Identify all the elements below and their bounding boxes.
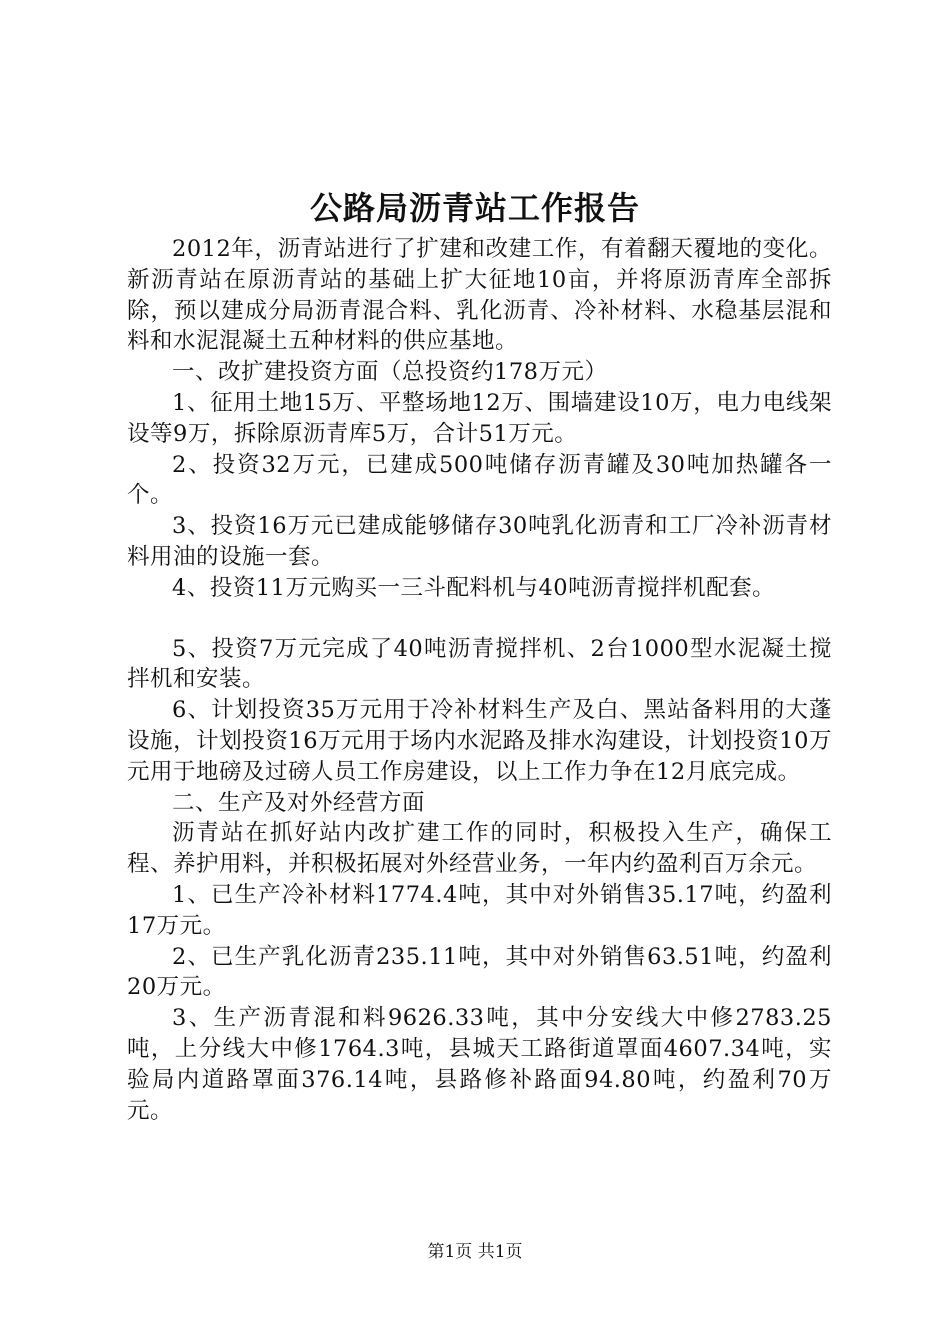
- document-body: [127, 234, 832, 1126]
- paragraph-intro: 2012年，沥青站进行了扩建和改建工作，有着翻天覆地的变化。新沥青站在原沥青站的基础上扩大征地10亩，并将原沥青库全部拆除，预以建成分局沥青混合料、乳化沥青、冷补材料、水稳基层混和料和水泥混凝土五种材料的供应基地。: [127, 236, 832, 355]
- paragraph-item-5: 5、投资7万元完成了40吨沥青搅拌机、2台1000型水泥凝土搅拌机和安装。: [127, 635, 832, 693]
- paragraph-item-2: 2、投资32万元，已建成500吨储存沥青罐及30吨加热罐各一个。: [127, 451, 832, 509]
- document-title: 公路局沥青站工作报告: [309, 189, 640, 227]
- paragraph-item-3: 3、投资16万元已建成能够储存30吨乳化沥青和工厂冷补沥青材料用油的设施一套。: [127, 513, 832, 570]
- paragraph-production-1: 1、已生产冷补材料1774.4吨，其中对外销售35.17吨，约盈利17万元。: [127, 881, 832, 939]
- paragraph-item-6: 6、计划投资35万元用于冷补材料生产及白、黑站备料用的大蓬设施，计划投资16万元用于场内水泥路及排水沟建设，计划投资10万元用于地磅及过磅人员工作房建设，以上工作力争在12月底完成。: [127, 697, 832, 785]
- paragraph-item-1: 1、征用土地15万、平整场地12万、围墙建设10万，电力电线架设等9万，拆除原沥青库5万，合计51万元。: [127, 389, 832, 447]
- section-heading-investment: 一、改扩建投资方面（总投资约178万元）: [172, 359, 608, 386]
- paragraph-production-3: 3、生产沥青混和料9626.33吨，其中分安线大中修2783.25吨，上分线大中修1764.3吨，县城天工路街道罩面4607.34吨，实验局内道路罩面376.14吨，县路修补路面94.80吨，约盈利70万元。: [127, 1005, 832, 1124]
- page-footer: 第1页 共1页: [427, 1242, 523, 1262]
- section-heading-production: 二、生产及对外经营方面: [172, 789, 426, 816]
- paragraph-production-2: 2、已生产乳化沥青235.11吨，其中对外销售63.51吨，约盈利20万元。: [127, 943, 832, 1001]
- paragraph-production-intro: 沥青站在抓好站内改扩建工作的同时，积极投入生产，确保工程、养护用料，并积极拓展对外经营业务，一年内约盈利百万余元。: [127, 820, 832, 878]
- paragraph-item-4: 4、投资11万元购买一三斗配料机与40吨沥青搅拌机配套。: [172, 574, 776, 601]
